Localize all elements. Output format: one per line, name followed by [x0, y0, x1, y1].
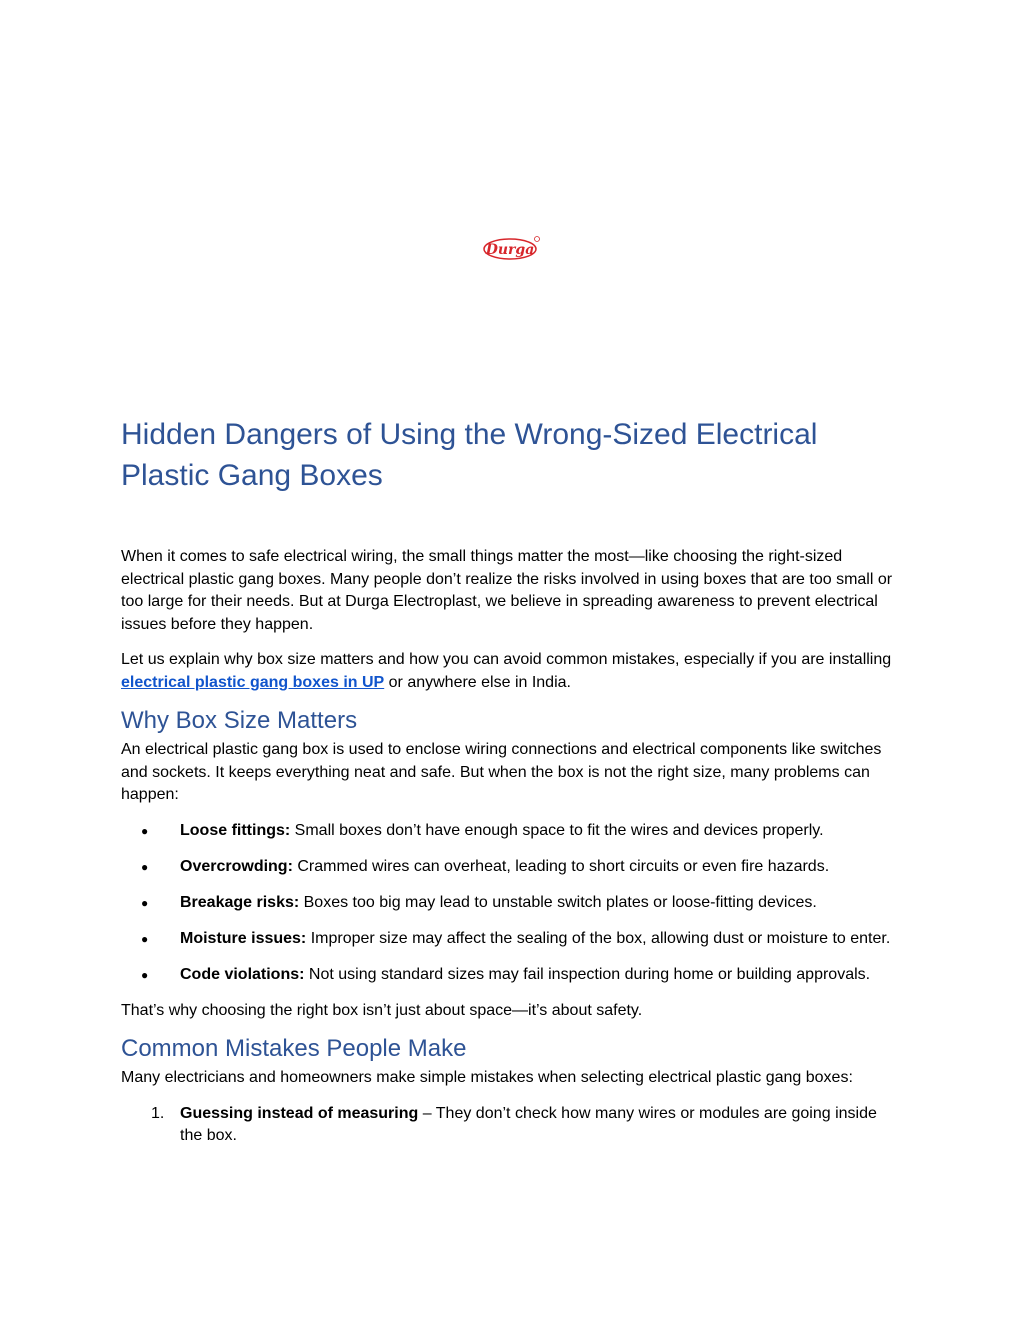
list-item — [121, 856, 901, 879]
bullet-text: Boxes too big may lead to unstable switch plates or loose-fitting devices. — [299, 893, 817, 911]
list-item — [121, 964, 901, 987]
item-label: Guessing instead of measuring — [180, 1104, 419, 1122]
bullet-text: Small boxes don’t have enough space to fit the wires and devices properly. — [290, 821, 824, 839]
bullet-icon: ● — [141, 967, 149, 982]
bullet-label: Moisture issues: — [180, 929, 307, 947]
why-paragraph: An electrical plastic gang box is used to enclose wiring connections and electrical components like switches and sockets. It keeps everything neat and safe. But when the box is not the right size, many problems can happen: — [121, 741, 882, 803]
why-conclusion: That’s why choosing the right box isn’t just about space—it’s about safety. — [121, 1001, 643, 1019]
explain-text-before: Let us explain why box size matters and how you can avoid common mistakes, especially if you are installing — [121, 651, 892, 668]
list-item — [121, 928, 901, 951]
list-item — [121, 1103, 901, 1148]
svg-text:Durga: Durga — [485, 242, 535, 258]
mistakes-heading: Common Mistakes People Make — [121, 1035, 467, 1062]
mistakes-paragraph: Many electricians and homeowners make simple mistakes when selecting electrical plastic gang boxes: — [121, 1069, 853, 1086]
mistakes-list — [121, 1103, 901, 1148]
bullet-icon: ● — [141, 823, 149, 838]
list-number: 1. — [151, 1104, 165, 1122]
bullet-label: Overcrowding: — [180, 857, 293, 875]
bullet-text: Not using standard sizes may fail inspection during home or building approvals. — [304, 965, 871, 983]
bullet-text: Crammed wires can overheat, leading to short circuits or even fire hazards. — [292, 857, 830, 875]
durga-logo — [482, 234, 542, 262]
list-item — [121, 820, 901, 843]
bullet-label: Loose fittings: — [180, 821, 291, 839]
intro-paragraph: When it comes to safe electrical wiring, the small things matter the most—like choosing the right-sized electrical plastic gang boxes. Many people don’t realize the risks involved in using boxes that are too small or too large for their needs. But at Durga Electroplast, we believe in spreading awareness to prevent electrical issues before they happen. — [121, 548, 893, 633]
page-title: Hidden Dangers of Using the Wrong-Sized Electrical Plastic Gang Boxes — [121, 418, 818, 492]
explain-paragraph — [121, 649, 901, 694]
bullet-icon: ● — [141, 931, 149, 946]
gang-boxes-up-link[interactable]: electrical plastic gang boxes in UP — [121, 673, 385, 691]
problems-list — [121, 820, 901, 987]
article — [121, 414, 901, 1148]
why-heading: Why Box Size Matters — [121, 707, 358, 734]
list-item — [121, 892, 901, 915]
item-text: – They don’t check how many wires or modules are going inside the box. — [180, 1104, 877, 1144]
explain-text-after: or anywhere else in India. — [384, 673, 571, 691]
bullet-label: Code violations: — [180, 965, 305, 983]
bullet-icon: ● — [141, 895, 149, 910]
bullet-label: Breakage risks: — [180, 893, 300, 911]
bullet-text: Improper size may affect the sealing of the box, allowing dust or moisture to enter. — [306, 929, 891, 947]
bullet-icon: ● — [141, 859, 149, 874]
